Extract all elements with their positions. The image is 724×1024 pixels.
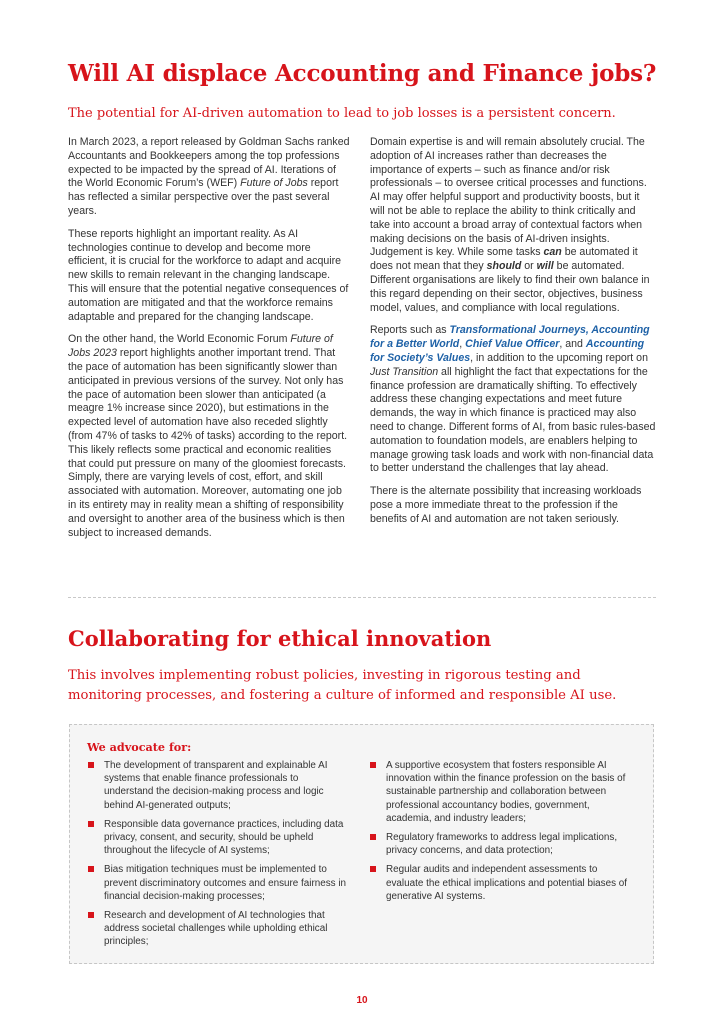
list-item (86, 759, 348, 812)
advocacy-list-left (86, 759, 348, 955)
emphasis: will (536, 260, 554, 273)
text-run: On the other hand, the World Economic Forum (68, 333, 291, 346)
list-item-text: Responsible data governance practices, including data privacy, consent, and security, should be upheld throughout the lifecycle of AI systems; (104, 818, 344, 857)
advocacy-box (69, 724, 654, 964)
paragraph-goldman-sachs (68, 136, 350, 219)
advocacy-box-title: We advocate for: (87, 740, 192, 754)
list-item (368, 831, 633, 857)
text-run: report has reflected a similar perspective over the past several years. (68, 177, 339, 217)
bullet-square-icon (88, 821, 94, 827)
text-run: or (521, 260, 537, 273)
text-run: Reports such as (370, 324, 450, 337)
left-column (68, 136, 350, 549)
list-item-text: The development of transparent and explainable AI systems that enable finance professionals to understand the decision-making process and logic behind AI-generated outputs; (104, 760, 328, 811)
list-item (368, 759, 633, 825)
section-title-ai-jobs: Will AI displace Accounting and Finance jobs? (68, 60, 657, 87)
text-run: , (459, 338, 466, 351)
text-run: be automated it does not mean that they (370, 246, 638, 273)
list-item-text: Bias mitigation techniques must be implemented to prevent discriminatory outcomes and ensure fairness in financial decision-making processes; (104, 864, 347, 902)
report-name: Future of Jobs 2023 (68, 333, 333, 360)
text-run: be automated. Different organisations are likely to find their own balance in this regard depending on their sector, objectives, business model, values, and compliance with local regulations. (370, 260, 650, 314)
paragraph-reports-such-as (370, 324, 656, 476)
text-run: report highlights another important trend. That the pace of automation has been significantly slower than anticipated in previous versions of the survey. Not only has the pace of automation been slower than anticipated (a meagre 1% increase since 2020), but estimations in the expected level of automation have also receded slightly (from 47% of tasks to 42% of tasks) according to the report. This likely reflects some practical and economic realities that could put pressure on many of the gloomiest forecasts. Simply, there are varying levels of cost, effort, and skill associated with automation. Moreover, automating one job in its entirety may in reality mean a shifting of responsibility and oversight to another area of the business which is then subject to increased demands. (68, 347, 348, 539)
report-name: Just Transition (370, 365, 439, 378)
bullet-square-icon (88, 866, 94, 872)
text-run: , and (559, 338, 586, 351)
text-run: In March 2023, a report released by Goldman Sachs ranked Accountants and Bookkeepers among the top professions expected to be impacted by the spread of AI. Iterations of the World Economic Forum’s (WEF) (68, 136, 350, 190)
paragraph-domain-expertise (370, 136, 656, 315)
bullet-square-icon (370, 762, 376, 768)
link-chief-value-officer[interactable]: Chief Value Officer (465, 338, 560, 351)
emphasis: can (543, 246, 562, 259)
list-item (86, 818, 348, 858)
bullet-square-icon (370, 866, 376, 872)
advocacy-list-right (368, 759, 633, 909)
paragraph-alternate-possibility: There is the alternate possibility that increasing workloads pose a more immediate threat to the profession if the benefits of AI and automation are not taken seriously. (370, 485, 642, 525)
list-item (86, 909, 348, 949)
section-subtitle-ethical-innovation: This involves implementing robust policies, investing in rigorous testing and monitoring processes, and fostering a culture of informed and responsible AI use. (68, 668, 617, 703)
report-name: Future of Jobs (240, 177, 308, 190)
text-run: all highlight the fact that expectations for the finance profession are dramatically shifting. To effectively address these changing expectations and meet future demands, the way in which finance is practiced may also need to change. Different forms of AI, from basic rules-based automation to foundation models, are enablers helping to manage growing task loads and work with non-financial data to better understand the challenges that lay ahead. (370, 365, 656, 475)
page-number: 10 (356, 995, 368, 1006)
list-item-text: Research and development of AI technologies that address societal challenges while upholding ethical principles; (104, 910, 328, 948)
list-item (368, 863, 633, 903)
bullet-square-icon (88, 762, 94, 768)
text-run: , in addition to the upcoming report on (470, 351, 648, 364)
list-item-text: Regular audits and independent assessments to evaluate the ethical implications and potential biases of generative AI systems. (386, 864, 627, 902)
list-item-text: Regulatory frameworks to address legal implications, privacy concerns, and data protection; (386, 832, 618, 857)
emphasis: should (486, 260, 522, 273)
paragraph-important-reality: These reports highlight an important reality. As AI technologies continue to develop and become more efficient, it is crucial for the workforce to adapt and acquire new skills to remain relevant in the changing landscape. This will ensure that the potential negative consequences of automation are mitigated and that the workforce remains adaptable and prepared for the changing landscape. (68, 227, 349, 323)
section-subtitle-ai-jobs: The potential for AI-driven automation to lead to job losses is a persistent concern. (68, 106, 616, 121)
section-divider (68, 597, 656, 598)
section-title-ethical-innovation: Collaborating for ethical innovation (68, 626, 492, 651)
link-transformational-journeys[interactable]: Transformational Journeys, Accounting for a Better World (370, 324, 650, 351)
right-column (370, 136, 656, 536)
bullet-square-icon (370, 834, 376, 840)
bullet-square-icon (88, 912, 94, 918)
list-item (86, 863, 348, 903)
paragraph-other-hand (68, 333, 350, 540)
list-item-text: A supportive ecosystem that fosters responsible AI innovation within the finance profession on the basis of sustainable partnership and collaboration between professional accountancy bodies, government, academia, and industry leaders; (386, 760, 626, 824)
text-run: Domain expertise is and will remain absolutely crucial. The adoption of AI increases rather than decreases the importance of experts – such as finance and/or risk professionals – to oversee critical processes and functions. AI may offer helpful support and productivity boosts, but it will not be able to replace the ability to think critically and take into account a broad array of contextual factors when making decisions on the basis of AI-driven insights. Judgement is key. While some tasks (370, 136, 647, 259)
link-accounting-for-societys-values[interactable]: Accounting for Society’s Values (370, 338, 645, 364)
